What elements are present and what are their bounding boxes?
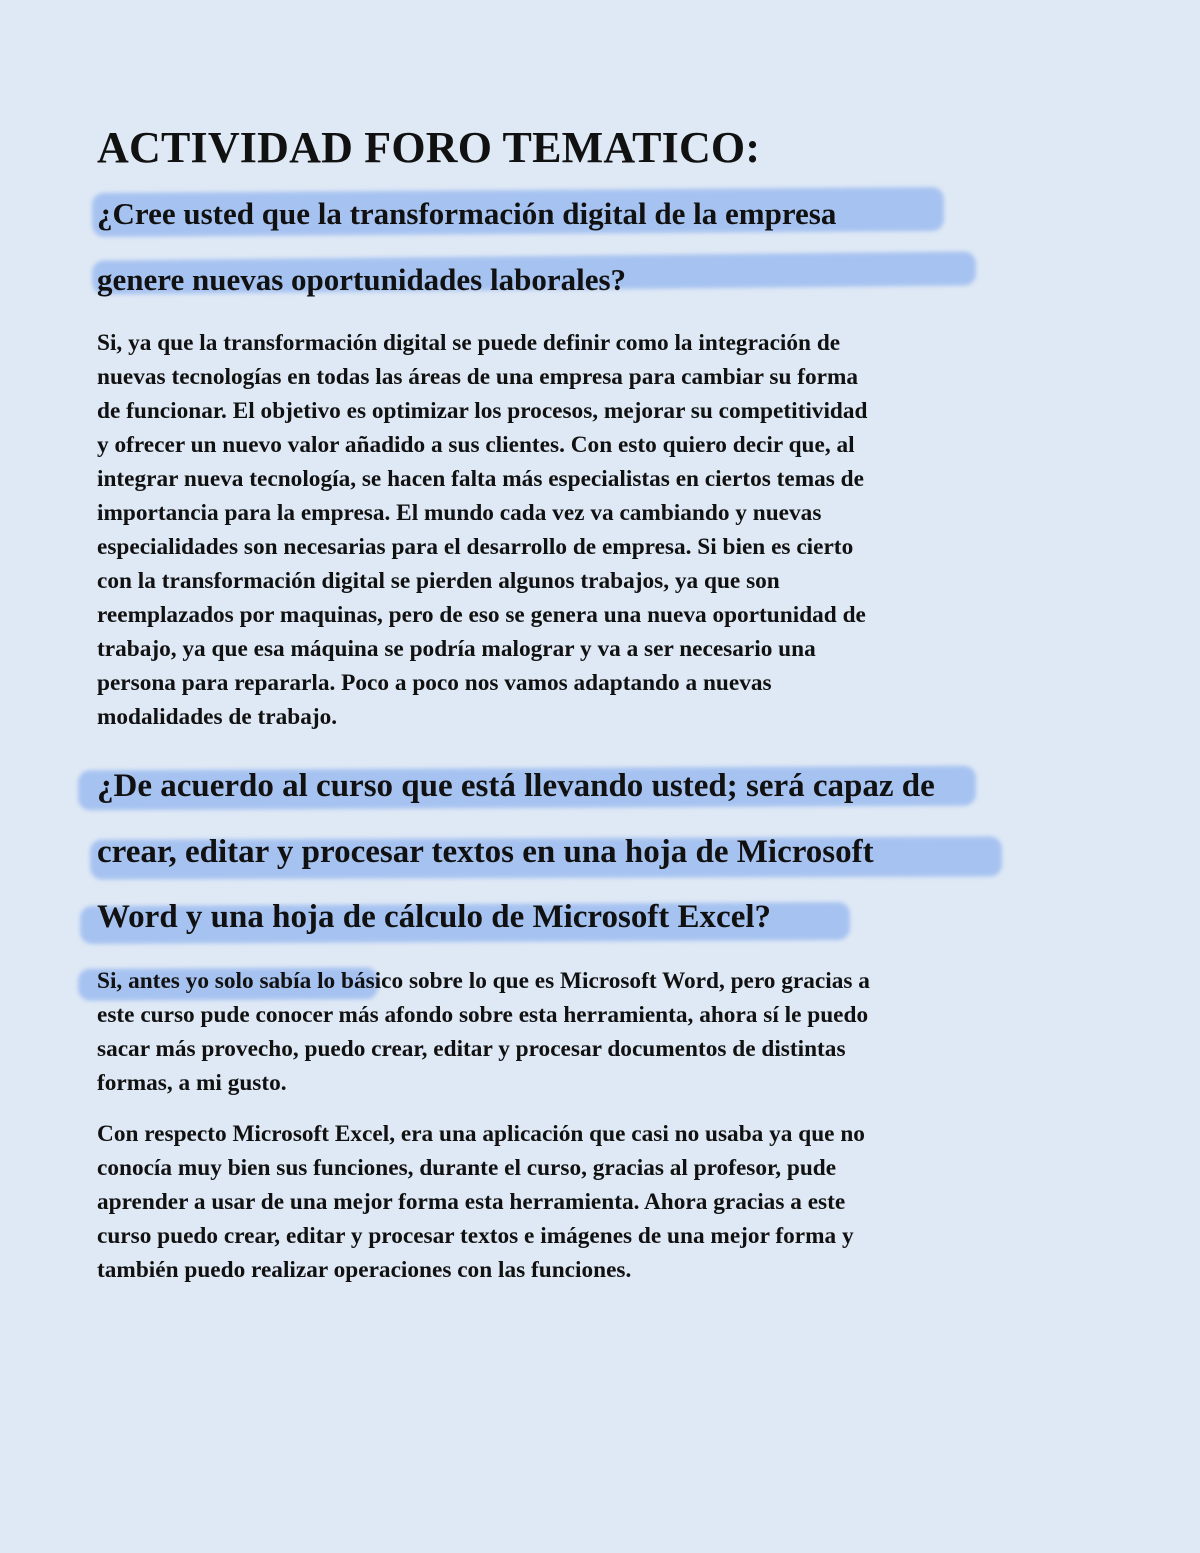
answer2a-line: Si, antes yo solo sabía lo básico sobre lo que es Microsoft Word, pero gracias a [97,968,870,994]
question2-line3: Word y una hoja de cálculo de Microsoft Excel? [97,899,772,935]
answer1-line: nuevas tecnologías en todas las áreas de una empresa para cambiar su forma [97,364,859,390]
answer1-line: trabajo, ya que esa máquina se podría malograr y va a ser necesario una [97,636,816,662]
answer1-line: modalidades de trabajo. [97,704,338,730]
answer1-line: persona para repararla. Poco a poco nos vamos adaptando a nuevas [97,670,772,696]
answer1-line: integrar nueva tecnología, se hacen falta más especialistas en ciertos temas de [97,466,864,492]
answer2b-line: conocía muy bien sus funciones, durante el curso, gracias al profesor, pude [97,1155,837,1181]
answer2b-line: Con respecto Microsoft Excel, era una aplicación que casi no usaba ya que no [97,1121,865,1147]
question2-line2: crear, editar y procesar textos en una hoja de Microsoft [97,834,874,870]
answer1-line: con la transformación digital se pierden algunos trabajos, ya que son [97,568,780,594]
answer1-paragraph [97,326,1027,734]
question2-line1: ¿De acuerdo al curso que está llevando usted; será capaz de [97,768,935,804]
answer2-paragraph-excel [97,1117,1027,1287]
answer2b-line: aprender a usar de una mejor forma esta herramienta. Ahora gracias a este [97,1189,846,1215]
answer1-line: y ofrecer un nuevo valor añadido a sus clientes. Con esto quiero decir que, al [97,432,855,458]
answer2a-line: sacar más provecho, puedo crear, editar y procesar documentos de distintas [97,1036,846,1062]
answer2a-line: este curso pude conocer más afondo sobre esta herramienta, ahora sí le puedo [97,1002,869,1028]
answer1-line: especialidades son necesarias para el desarrollo de empresa. Si bien es cierto [97,534,854,560]
answer2b-line: curso puedo crear, editar y procesar textos e imágenes de una mejor forma y [97,1223,854,1249]
answer2a-line: formas, a mi gusto. [97,1070,287,1096]
answer1-line: reemplazados por maquinas, pero de eso se genera una nueva oportunidad de [97,602,866,628]
answer2-paragraph-word [97,964,1027,1100]
answer1-line: importancia para la empresa. El mundo cada vez va cambiando y nuevas [97,500,822,526]
question1-line1: ¿Cree usted que la transformación digital de la empresa [97,196,837,231]
answer1-line: Si, ya que la transformación digital se puede definir como la integración de [97,330,841,356]
question1-line2: genere nuevas oportunidades laborales? [97,262,627,297]
answer1-line: de funcionar. El objetivo es optimizar los procesos, mejorar su competitividad [97,398,868,424]
document-title: ACTIVIDAD FORO TEMATICO: [97,123,761,172]
answer2b-line: también puedo realizar operaciones con las funciones. [97,1257,632,1283]
